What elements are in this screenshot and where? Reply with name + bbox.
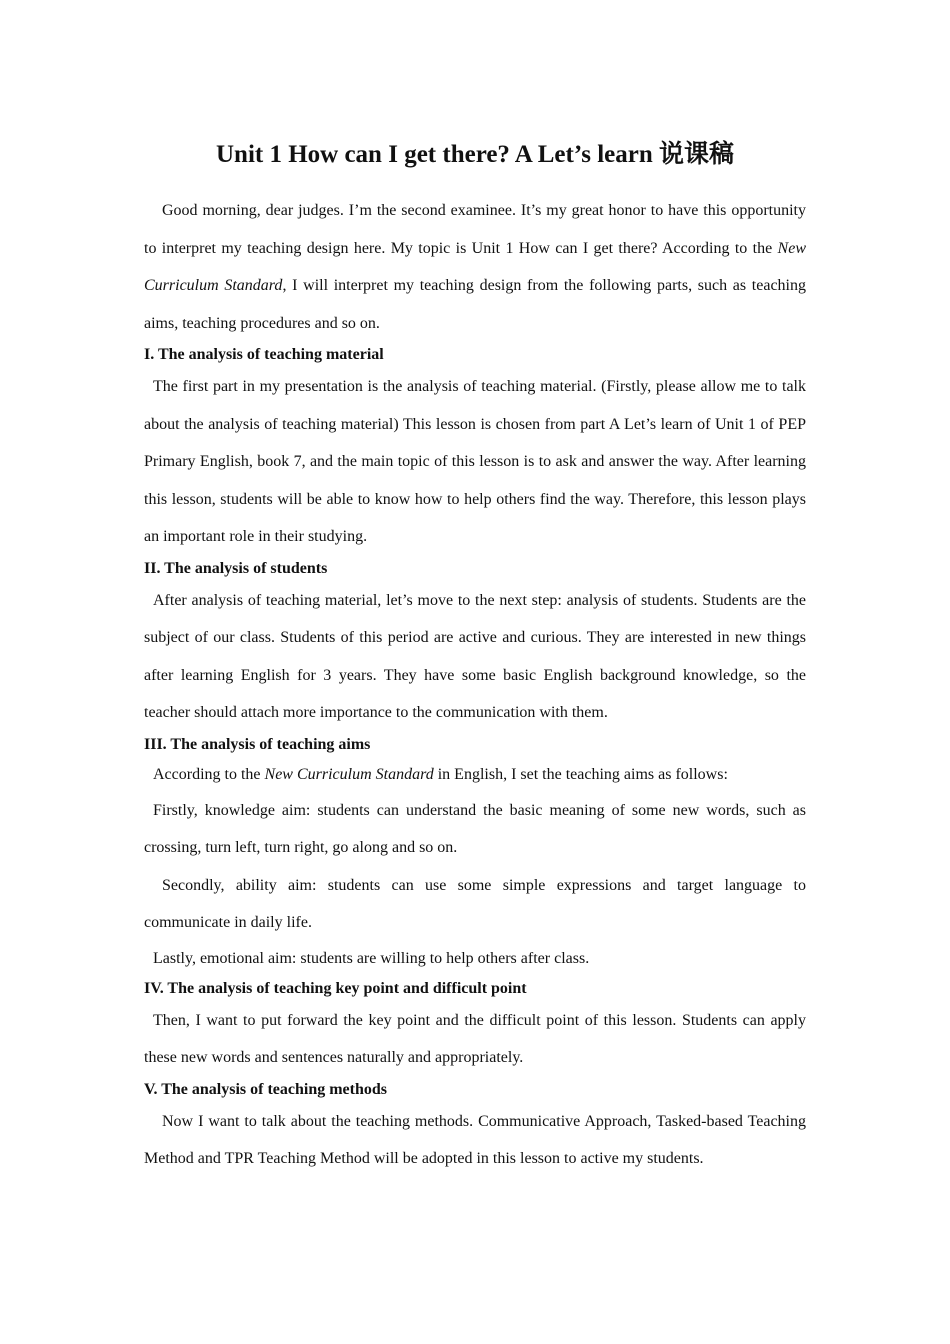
- section-text-2: After analysis of teaching material, let’s move to the next step: analysis of students. Students are the subject of our class. Students of this period are active and curious. They are interested in new things after learning English for 3 years. They have some basic English background knowledge, so the teacher should attach more importance to the communication with them.: [144, 591, 806, 721]
- section-text-4: Then, I want to put forward the key point and the difficult point of this lesson. Students can apply these new words and sentences naturally and appropriately.: [144, 1011, 806, 1066]
- aims-intro: [144, 758, 806, 792]
- section-heading-3: III. The analysis of teaching aims: [144, 735, 371, 753]
- intro-emphasis: New Curriculum Standard: [144, 239, 806, 294]
- intro-text-1: Good morning, dear judges. I’m the second examinee. It’s my great honor to have this opportunity to interpret my teaching design here. My topic is Unit 1 How can I get there? According to the: [144, 202, 806, 257]
- section-heading-2: II. The analysis of students: [144, 559, 328, 577]
- aim-emotional: Lastly, emotional aim: students are willing to help others after class.: [153, 949, 590, 967]
- aims-intro-emphasis: New Curriculum Standard: [264, 765, 434, 783]
- intro-paragraph: [144, 192, 806, 342]
- section-heading-4: IV. The analysis of teaching key point and difficult point: [144, 979, 527, 997]
- aims-intro-text-2: in English, I set the teaching aims as follows:: [433, 765, 728, 783]
- aim-ability: Secondly, ability aim: students can use some simple expressions and target language to communicate in daily life.: [144, 876, 806, 931]
- section-text-5: Now I want to talk about the teaching methods. Communicative Approach, Tasked-based Teaching Method and TPR Teaching Method will be adopted in this lesson to active my students.: [144, 1112, 806, 1167]
- document-page: [144, 130, 806, 1178]
- section-heading-5: V. The analysis of teaching methods: [144, 1080, 387, 1098]
- aims-intro-text-1: According to the: [153, 765, 265, 783]
- aim-knowledge: Firstly, knowledge aim: students can understand the basic meaning of some new words, such as crossing, turn left, turn right, go along and so on.: [144, 801, 806, 856]
- section-heading-1: I. The analysis of teaching material: [144, 346, 384, 363]
- intro-text-2: , I will interpret my teaching design from the following parts, such as teaching aims, teaching procedures and so on.: [144, 277, 806, 332]
- section-text-1: The first part in my presentation is the analysis of teaching material. (Firstly, please allow me to talk about the analysis of teaching material) This lesson is chosen from part A Let’s learn of Unit 1 of PEP Primary English, book 7, and the main topic of this lesson is to ask and answer the way. After learning this lesson, students will be able to know how to help others find the way. Therefore, this lesson plays an important role in their studying.: [144, 378, 806, 545]
- document-title: Unit 1 How can I get there? A Let’s learn 说课稿: [215, 141, 734, 168]
